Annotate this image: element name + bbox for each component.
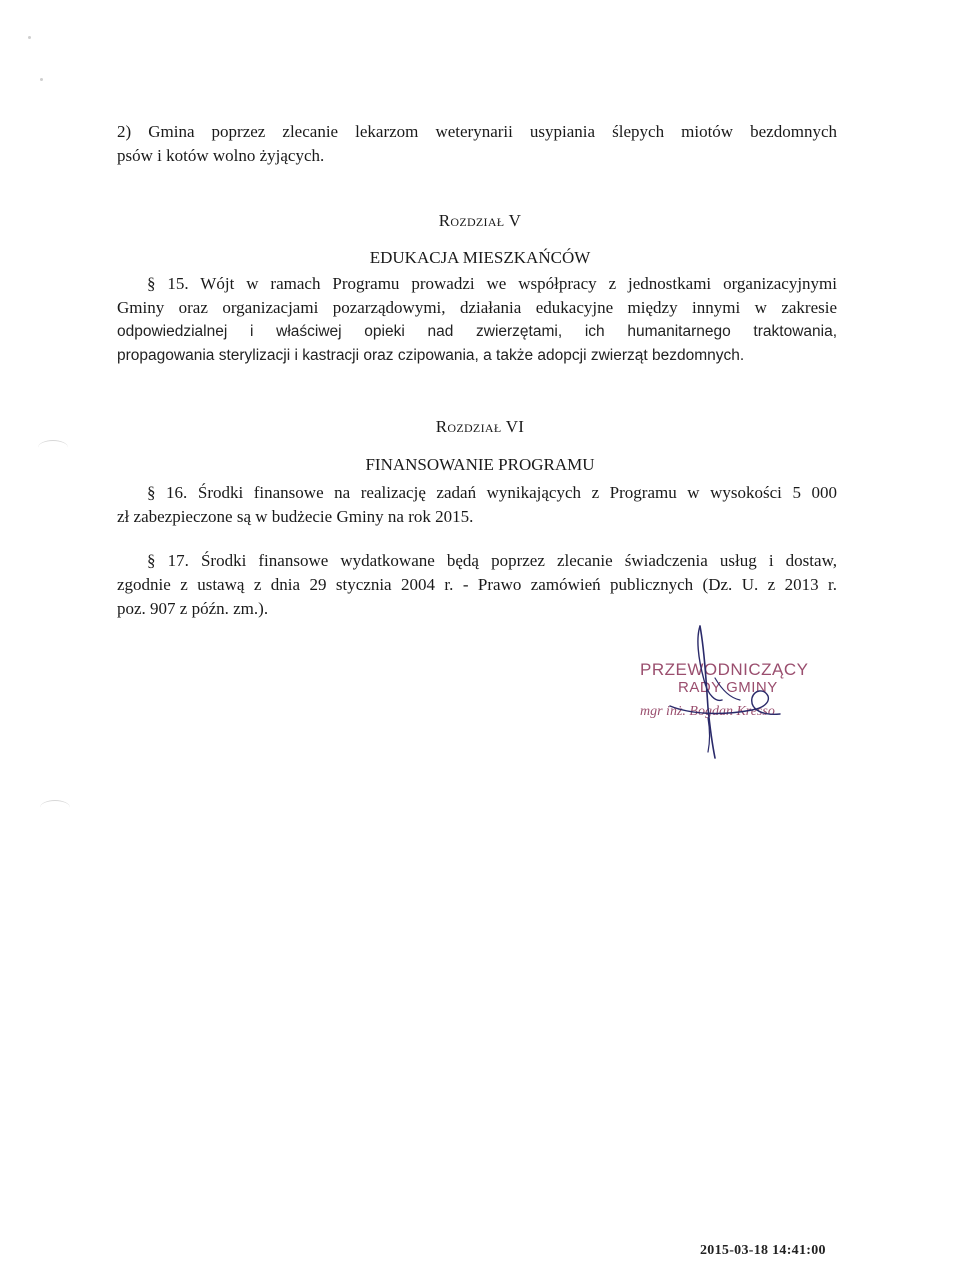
section-15-line: § 15. Wójt w ramach Programu prowadzi we współpracy z jednostkami organizacyjnymi bbox=[147, 274, 837, 293]
punch-hole-mark bbox=[38, 440, 68, 455]
item-2-line: psów i kotów wolno żyjących. bbox=[117, 146, 325, 165]
chapter-5-subtitle: EDUKACJA MIESZKAŃCÓW bbox=[369, 248, 591, 267]
section-16-line: § 16. Środki finansowe na realizację zadań wynikających z Programu w wysokości 5 000 bbox=[147, 483, 837, 502]
chapter-6-subtitle: FINANSOWANIE PROGRAMU bbox=[365, 455, 595, 474]
section-17-line: poz. 907 z późn. zm.). bbox=[117, 599, 269, 618]
stamp-council: RADY GMINY bbox=[678, 679, 778, 696]
section-17-line: zgodnie z ustawą z dnia 29 stycznia 2004 r. - Prawo zamówień publicznych (Dz. U. z 2013 r. bbox=[117, 575, 837, 594]
punch-hole-mark bbox=[40, 800, 70, 815]
stamp-title: PRZEWODNICZĄCY bbox=[640, 660, 809, 679]
scan-speck bbox=[28, 36, 31, 39]
handwritten-signature bbox=[660, 618, 820, 778]
section-15-line: propagowania sterylizacji i kastracji oraz czipowania, a także adopcji zwierząt bezdomnych. bbox=[117, 347, 745, 364]
stamp-name: mgr inż. Bogdan Kresso bbox=[640, 704, 775, 719]
section-15-paragraph bbox=[117, 272, 837, 368]
section-17-line: § 17. Środki finansowe wydatkowane będą poprzez zlecanie świadczenia usług i dostaw, bbox=[147, 551, 837, 570]
section-15-line: odpowiedzialnej i właściwej opieki nad zwierzętami, ich humanitarnego traktowania, bbox=[117, 323, 837, 340]
scan-speck bbox=[40, 78, 43, 81]
scan-timestamp: 2015-03-18 14:41:00 bbox=[700, 1243, 826, 1258]
chapter-5-title: Rozdział V bbox=[438, 211, 522, 230]
section-16-paragraph bbox=[117, 481, 837, 529]
item-2-line: 2) Gmina poprzez zlecanie lekarzom weterynarii usypiania ślepych miotów bezdomnych bbox=[117, 122, 837, 141]
section-17-paragraph bbox=[117, 549, 837, 621]
chapter-6-title: Rozdział VI bbox=[435, 417, 525, 436]
item-2-paragraph bbox=[117, 120, 837, 168]
section-16-line: zł zabezpieczone są w budżecie Gminy na rok 2015. bbox=[117, 507, 474, 526]
section-15-line: Gminy oraz organizacjami pozarządowymi, działania edukacyjne między innymi w zakresie bbox=[117, 298, 837, 317]
